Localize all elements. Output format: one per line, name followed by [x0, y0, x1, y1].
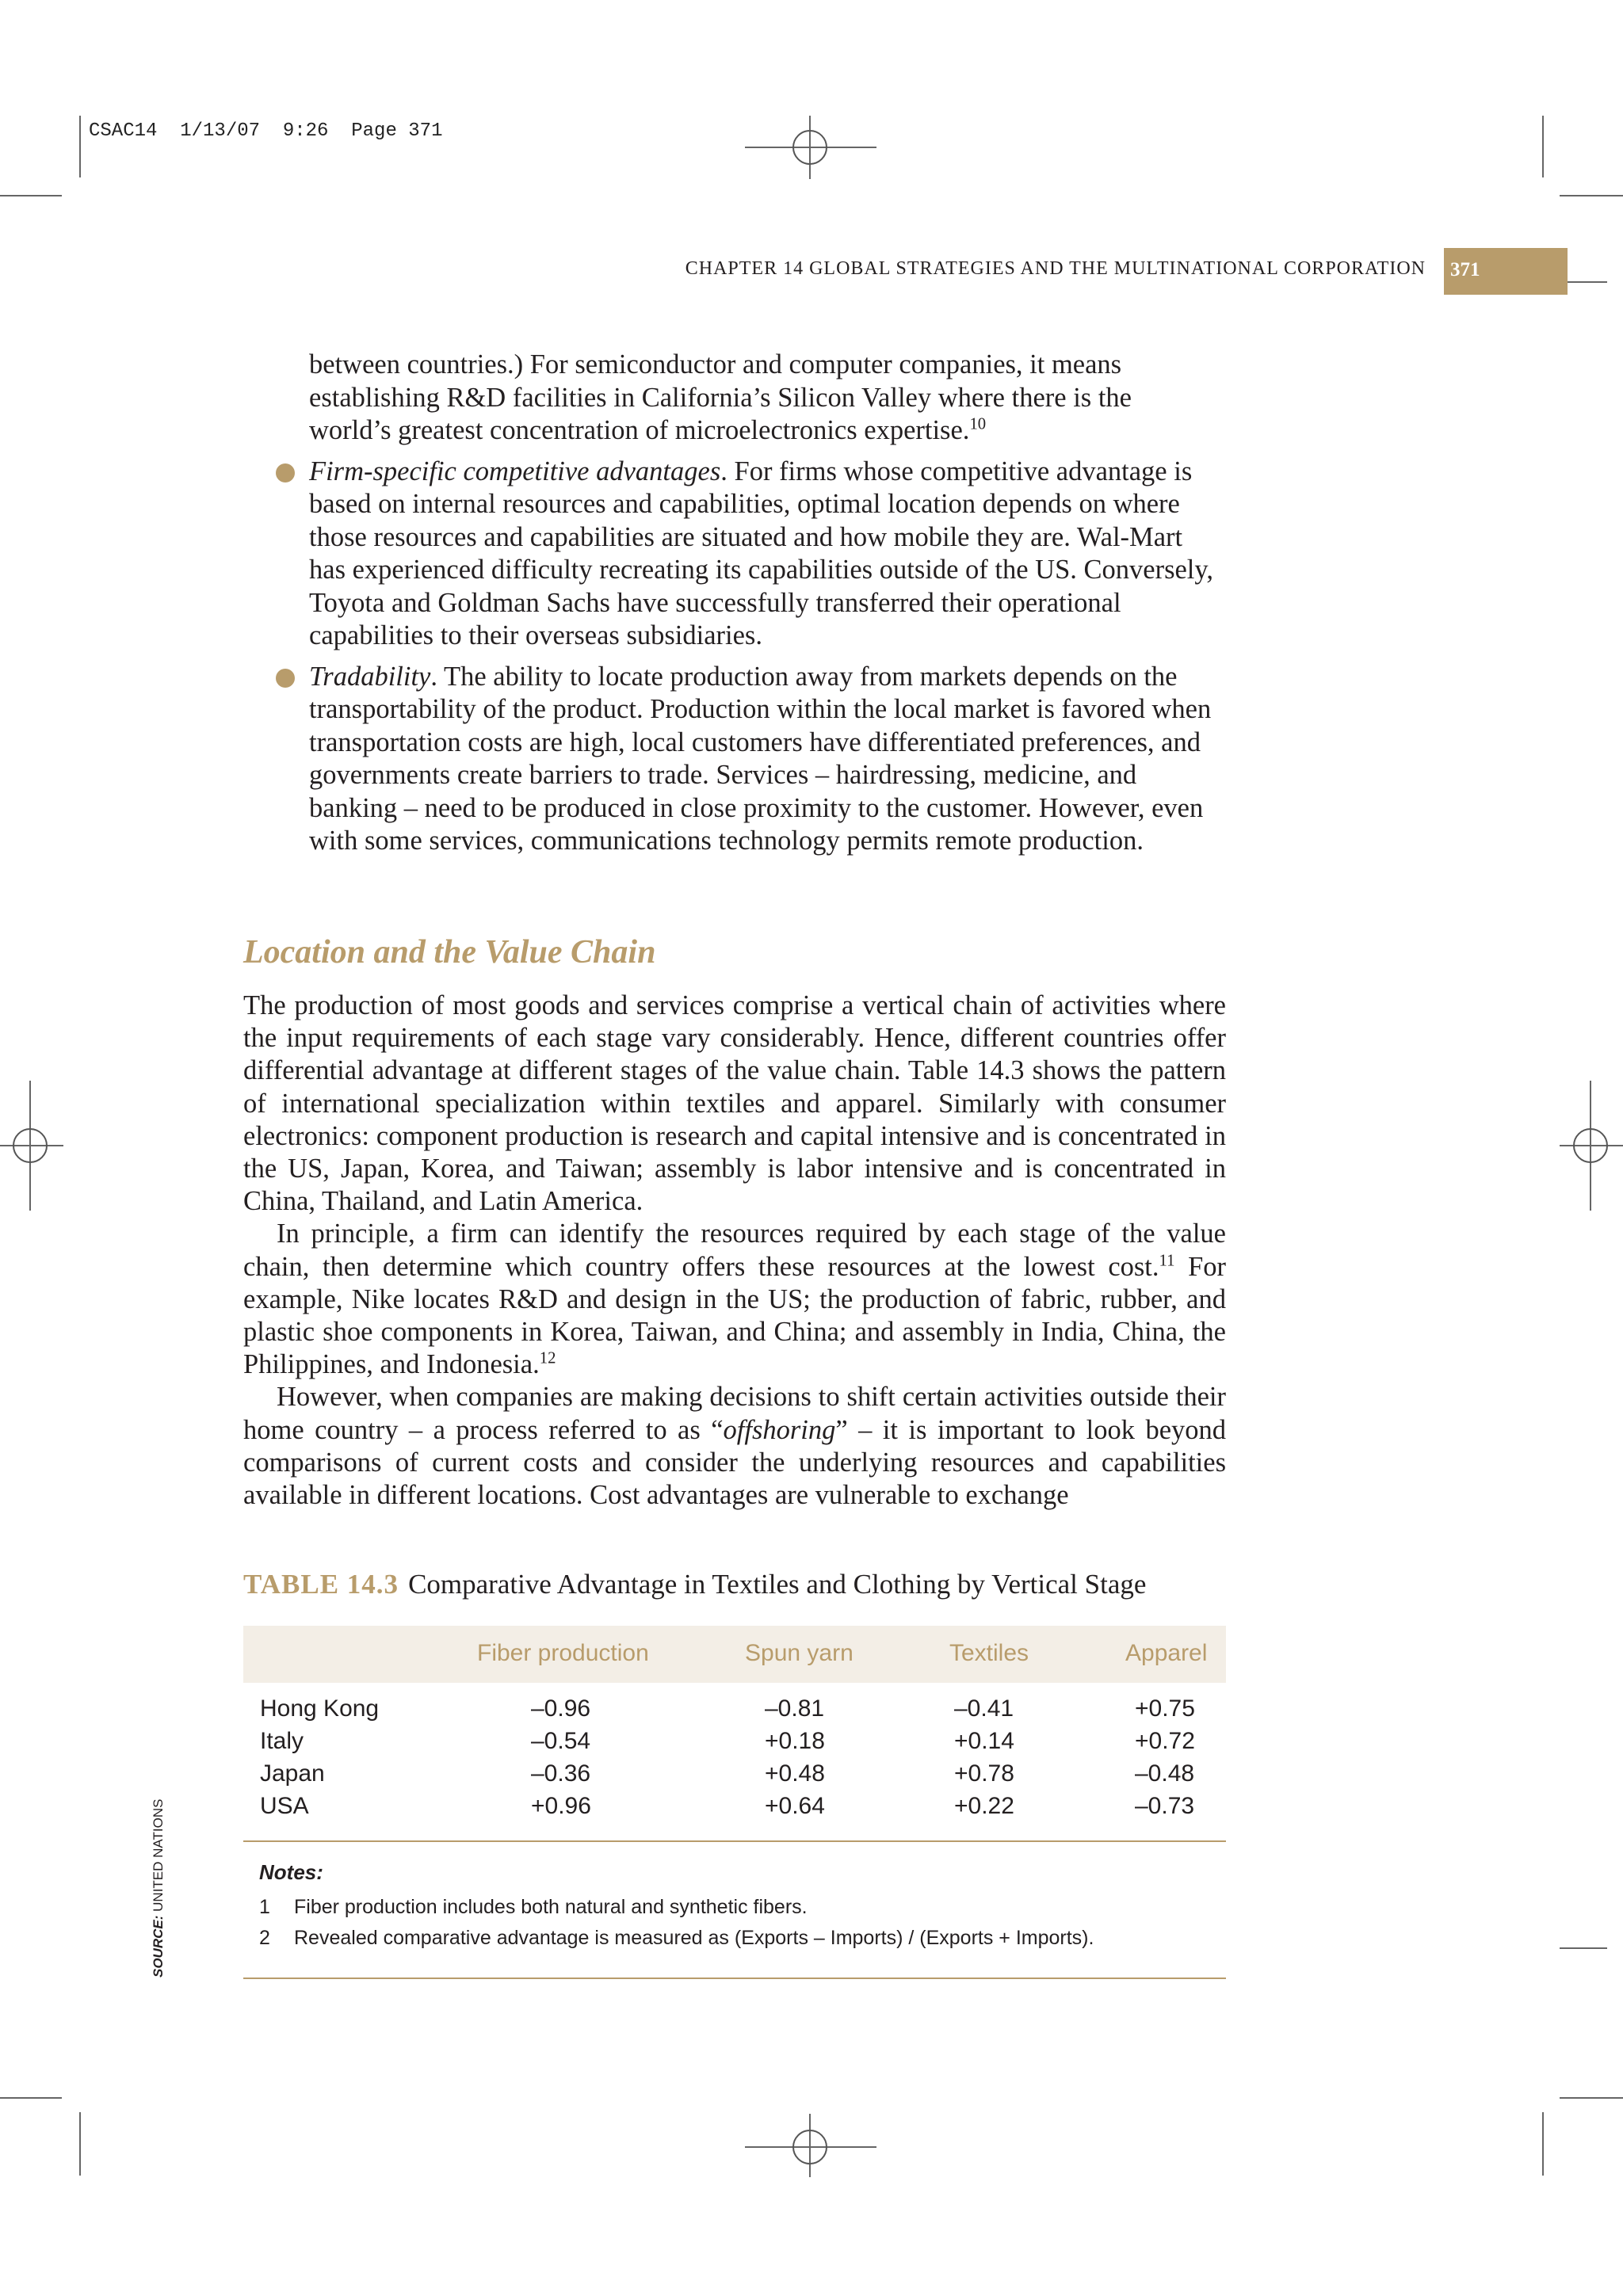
paragraph: The production of most goods and services comprise a vertical chain of activities where the input requirements of each stage vary considerably. Hence, different countries offer differential advantage at different stages of the value chain. Table 14.3 shows the pattern of international specialization within textiles and apparel. Similarly with consumer electronics: component production is research and capital intensive and is concentrated in the US, Japan, Korea, and Taiwan; assembly is labor intensive and is concentrated in China, Thailand, and Latin America.	[243, 990, 1226, 1217]
table-cell: –0.48	[1135, 1760, 1195, 1787]
table-rule	[243, 1840, 1226, 1842]
bullet-term: Tradability	[309, 661, 431, 692]
registration-mark-icon	[1573, 1128, 1608, 1163]
column-header: Textiles	[949, 1640, 1029, 1666]
bullet-dot-icon	[276, 463, 295, 482]
footnote-ref: 10	[969, 415, 987, 433]
table-cell: +0.96	[531, 1793, 591, 1819]
column-header: Spun yarn	[745, 1640, 854, 1666]
bullet-item: Firm-specific competitive advantages. For firms whose competitive advantage is based on internal resources and capabilities, optimal location depends on where those resources and capabilities are situated and how mobile they are. Wal-Mart has experienced difficulty recreating its capabilities outside of the US. Conversely, Toyota and Goldman Sachs have successfully transferred their operational capabilities to their overseas subsidiaries.	[309, 456, 1220, 653]
crop-mark	[0, 195, 62, 196]
note-line: 2 Revealed comparative advantage is measured as (Exports – Imports) / (Exports + Imports).	[259, 1927, 1094, 1949]
table-cell: +0.75	[1135, 1695, 1195, 1722]
column-header: Fiber production	[477, 1640, 649, 1666]
table-cell: –0.81	[765, 1695, 825, 1722]
table-source: SOURCE: UNITED NATIONS	[151, 1798, 166, 1978]
table-cell: –0.96	[531, 1695, 591, 1722]
table-cell: –0.54	[531, 1728, 591, 1754]
table-cell: +0.78	[954, 1760, 1014, 1787]
section-heading: Location and the Value Chain	[243, 934, 656, 971]
note-line: 1 Fiber production includes both natural and synthetic fibers.	[259, 1896, 808, 1918]
crop-mark	[79, 2112, 81, 2176]
crop-mark	[1542, 2112, 1544, 2176]
row-label: Italy	[260, 1728, 304, 1754]
crop-mark	[0, 2097, 62, 2099]
table-cell: +0.22	[954, 1793, 1014, 1819]
table-cell: +0.64	[765, 1793, 825, 1819]
bullet-dot-icon	[276, 669, 295, 688]
row-label: Japan	[260, 1760, 325, 1787]
registration-mark-icon	[792, 2130, 827, 2164]
row-label: USA	[260, 1793, 309, 1819]
table-cell: +0.18	[765, 1728, 825, 1754]
running-header: CHAPTER 14 GLOBAL STRATEGIES AND THE MULTINATIONAL CORPORATION	[685, 258, 1426, 279]
page-number: 371	[1444, 248, 1568, 295]
table-rule	[243, 1978, 1226, 1979]
crop-mark	[1560, 1947, 1607, 1949]
body-text	[243, 990, 1226, 1512]
paragraph: In principle, a firm can identify the resources required by each stage of the value chain, then determine which country offers these resources at the lowest cost.$^{11}$ For example, Nike locates R&D and design in the US; the production of fabric, rubber, and plastic shoe components in Korea, Taiwan, and China; and assembly in India, China, the Philippines, and Indonesia.$^{12}$	[243, 1219, 1227, 1380]
table-cell: +0.14	[954, 1728, 1014, 1754]
crop-mark	[79, 116, 81, 177]
notes-heading: Notes:	[259, 1860, 323, 1884]
table-cell: +0.72	[1135, 1728, 1195, 1754]
table-header-band	[243, 1626, 1226, 1683]
table-caption: TABLE 14.3 Comparative Advantage in Textiles and Clothing by Vertical Stage	[243, 1569, 1147, 1600]
table-cell: +0.48	[765, 1760, 825, 1787]
print-slug: CSAC14 1/13/07 9:26 Page 371	[89, 120, 443, 142]
table-notes	[259, 1860, 1094, 1950]
table-label: TABLE 14.3	[243, 1569, 399, 1600]
bullet-term: Firm-specific competitive advantages	[309, 456, 721, 486]
registration-mark-icon	[792, 130, 827, 165]
column-header: Apparel	[1125, 1640, 1208, 1666]
footnote-ref: 11	[1159, 1252, 1175, 1270]
bullet-continuation: between countries.) For semiconductor and computer companies, it means establishing R&D facilities in California’s Silicon Valley where there is the world’s greatest concentration of microelectronics expertise.$^{10}$	[309, 349, 1132, 445]
crop-mark	[1560, 2097, 1623, 2099]
bullet-list	[309, 349, 1220, 858]
crop-mark	[1560, 195, 1623, 196]
paragraph: However, when companies are making decisions to shift certain activities outside their home country – a process referred to as “offshoring” – it is important to look beyond comparisons of current costs and consider the underlying resources and capabilities available in different locations. Cost advantages are vulnerable to exchange	[243, 1382, 1227, 1511]
registration-mark-icon	[13, 1128, 48, 1163]
crop-mark	[1542, 116, 1544, 177]
table-cell: –0.36	[531, 1760, 591, 1787]
row-label: Hong Kong	[260, 1695, 380, 1722]
table-cell: –0.41	[954, 1695, 1014, 1722]
bullet-item: Tradability. The ability to locate production away from markets depends on the transportability of the product. Production within the local market is favored when transportation costs are high, local customers have differentiated preferences, and governments create barriers to trade. Services – hairdressing, medicine, and banking – need to be produced in close proximity to the customer. However, even with some services, communications technology permits remote production.	[309, 661, 1220, 858]
footnote-ref: 12	[539, 1349, 556, 1367]
table-cell: –0.73	[1135, 1793, 1195, 1819]
